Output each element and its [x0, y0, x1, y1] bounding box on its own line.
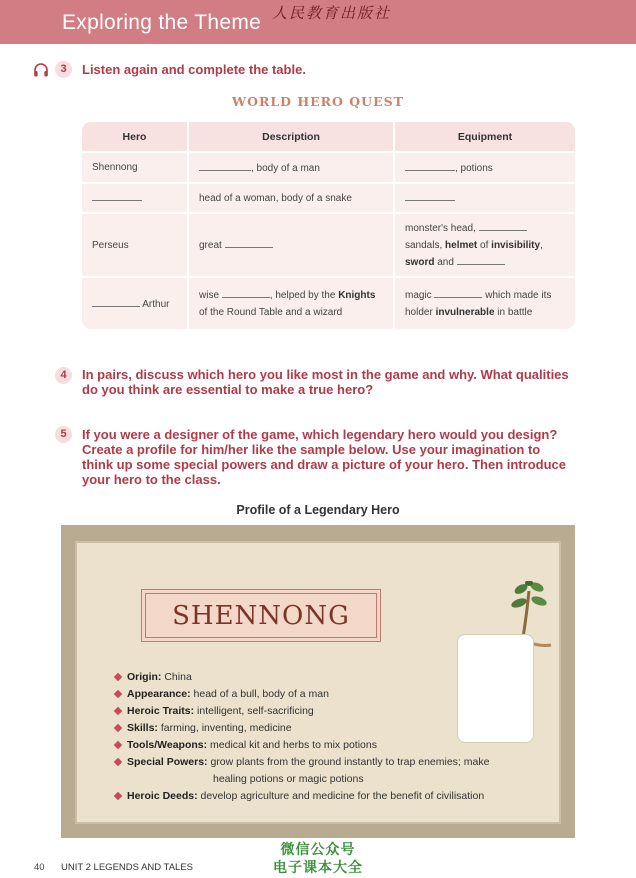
hero-cell: Perseus: [82, 213, 188, 277]
blank-input[interactable]: [434, 289, 482, 298]
watermark-line-2: 电子课本大全: [273, 860, 363, 876]
bullet-icon: [114, 758, 122, 766]
profile-card: [61, 525, 575, 838]
description-cell: head of a woman, body of a snake: [188, 183, 394, 213]
bullet-icon: [114, 690, 122, 698]
blank-input[interactable]: [479, 222, 527, 231]
table-row: [82, 277, 575, 329]
hero-table: [82, 122, 575, 329]
publisher-watermark: 人民教育出版社: [272, 4, 392, 22]
table-row: [82, 183, 575, 213]
question-number-4: 4: [55, 367, 72, 384]
table-row: [82, 152, 575, 183]
bullet-icon: [114, 707, 122, 715]
table-header-description: Description: [188, 122, 394, 152]
equipment-cell: magic which made its holder invulnerable in battle: [405, 289, 552, 318]
hero-name: SHENNONG: [172, 601, 350, 631]
profile-title: Profile of a Legendary Hero: [236, 503, 400, 517]
q4-instruction: In pairs, discuss which hero you like most in the game and why. What qualities do you think are essential to make a true hero?: [82, 367, 569, 397]
blank-input[interactable]: [222, 289, 270, 298]
list-item: Origin: China: [115, 669, 535, 686]
question-number-5: 5: [55, 426, 72, 443]
blank-input[interactable]: [405, 162, 455, 171]
description-cell: wise , helped by the Knights of the Round Table and a wizard: [188, 277, 394, 329]
hero-cell: Arthur: [82, 277, 188, 329]
watermark-line-1: 微信公众号: [280, 842, 356, 858]
section-title: Exploring the Theme: [62, 11, 262, 34]
list-item: Special Powers: grow plants from the ground instantly to trap enemies; make: [115, 754, 535, 771]
blank-input[interactable]: [457, 256, 505, 265]
description-cell: great: [188, 213, 394, 277]
bullet-icon: [114, 673, 122, 681]
table-row: [82, 213, 575, 277]
bullet-icon: [114, 724, 122, 732]
attribute-list: [115, 669, 535, 805]
list-item: Skills: farming, inventing, medicine: [115, 720, 535, 737]
hero-cell: [82, 183, 188, 213]
blank-input[interactable]: [225, 239, 273, 248]
description-cell: , body of a man: [188, 152, 394, 183]
list-item: Heroic Traits: intelligent, self-sacrificing: [115, 703, 535, 720]
equipment-cell: , potions: [394, 152, 575, 183]
q5-instruction: If you were a designer of the game, which legendary hero would you design? Create a profile for him/her like the sample below. Use your imagination to think up some special powers and draw a picture of your hero. Then introduce your hero to the class.: [82, 427, 566, 487]
blank-input[interactable]: [92, 192, 142, 201]
bullet-icon: [114, 792, 122, 800]
question-number-3: 3: [55, 61, 72, 78]
table-header-hero: Hero: [82, 122, 188, 152]
page-number: 40: [34, 862, 45, 873]
hero-table-container: [82, 122, 575, 329]
blank-input[interactable]: [199, 162, 251, 171]
bullet-icon: [114, 741, 122, 749]
list-item: Tools/Weapons: medical kit and herbs to mix potions: [115, 737, 535, 754]
equipment-cell: monster's head, sandals, helmet of invisibility, sword and: [394, 213, 575, 277]
equipment-cell: [394, 183, 575, 213]
blank-input[interactable]: [405, 192, 455, 201]
unit-label: UNIT 2 LEGENDS AND TALES: [61, 862, 193, 873]
profile-card-inner: [75, 541, 561, 824]
name-plate: [141, 589, 381, 642]
table-title: WORLD HERO QUEST: [232, 94, 404, 109]
blank-input[interactable]: [92, 298, 140, 307]
headphones-icon[interactable]: [33, 62, 49, 78]
list-item: Appearance: head of a bull, body of a man: [115, 686, 535, 703]
list-item-continuation: healing potions or magic potions: [213, 773, 364, 785]
table-header-equipment: Equipment: [394, 122, 575, 152]
hero-cell: Shennong: [82, 152, 188, 183]
page-header: [0, 0, 636, 44]
list-item: Heroic Deeds: develop agriculture and medicine for the benefit of civilisation: [115, 788, 535, 805]
q3-instruction: Listen again and complete the table.: [82, 62, 306, 77]
